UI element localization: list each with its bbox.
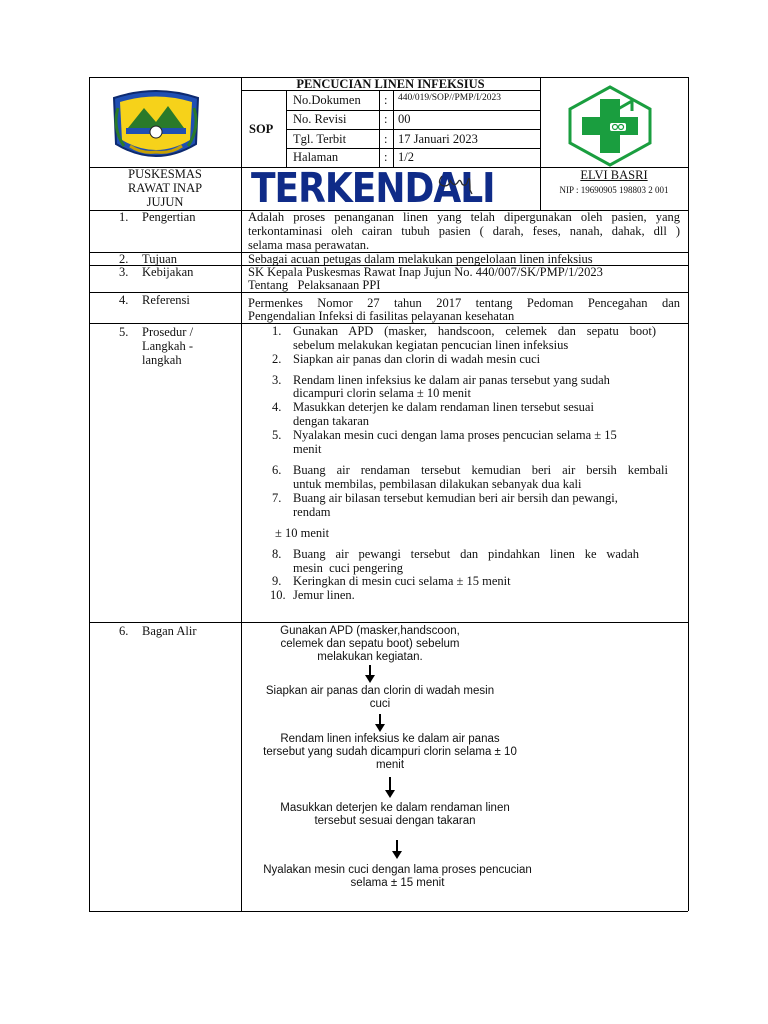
flow-arrow-icon	[396, 840, 398, 857]
meta-value-halaman: 1/2	[398, 150, 414, 164]
flow-arrow-icon	[389, 777, 391, 796]
meta-label-tgl-terbit: Tgl. Terbit	[293, 132, 347, 146]
step-text: dengan takaran	[293, 414, 370, 428]
meta-sep: :	[384, 132, 388, 146]
step-text: rendam	[293, 505, 331, 519]
meta-sep: :	[384, 150, 388, 164]
step-number: 6.	[272, 463, 282, 477]
section-label-kebijakan: Kebijakan	[142, 265, 194, 279]
signer-nip: NIP : 19690905 198803 2 001	[559, 185, 669, 195]
step-text: Siapkan air panas dan clorin di wadah mesin cuci	[293, 352, 541, 366]
puskesmas-cross-icon	[566, 85, 654, 167]
step-text: mesin cuci pengering	[293, 561, 404, 575]
meta-sep: :	[384, 112, 388, 126]
section-label-referensi: Referensi	[142, 293, 190, 307]
pengertian-text: terkontaminasi oleh cairan tubuh pasien ( darah, feses, nanah, dahak, dll )	[248, 224, 680, 238]
step-text: Nyalakan mesin cuci dengan lama proses pencucian selama ± 15	[293, 428, 617, 442]
section-label-tujuan: Tujuan	[142, 252, 177, 266]
step-number: 9.	[272, 574, 282, 588]
kebijakan-text: SK Kepala Puskesmas Rawat Inap Jujun No. 440/007/SK/PMP/1/2023	[248, 265, 603, 279]
step-text: Masukkan deterjen ke dalam rendaman linen tersebut sesuai	[293, 400, 594, 414]
section-label-prosedur: Langkah -	[142, 339, 194, 353]
section-label-prosedur: langkah	[142, 353, 182, 367]
step-text: dicampuri clorin selama ± 10 menit	[293, 386, 471, 400]
flow-step: Rendam linen infeksius ke dalam air panas tersebut yang sudah dicampuri clorin selama ± 10 menit	[263, 733, 517, 771]
flow-step: Masukkan deterjen ke dalam rendaman linen tersebut sesuai dengan takaran	[280, 802, 510, 827]
step-number: 3.	[272, 373, 282, 387]
flow-step: Gunakan APD (masker,handscoon, celemek dan sepatu boot) sebelum melakukan kegiatan.	[280, 625, 460, 663]
regency-emblem-icon	[108, 88, 204, 164]
step-text: Jemur linen.	[293, 588, 355, 602]
step-number: 10.	[270, 588, 286, 602]
section-label-prosedur: Prosedur /	[142, 325, 194, 339]
pengertian-text: Adalah proses penanganan linen yang telah dipergunakan oleh pasien, yang	[248, 210, 680, 224]
section-number: 4.	[119, 293, 129, 307]
section-number: 2.	[119, 252, 129, 266]
sop-label: SOP	[249, 122, 274, 136]
section-number: 5.	[119, 325, 129, 339]
step-number: 8.	[272, 547, 282, 561]
section-label-bagan-alir: Bagan Alir	[142, 624, 197, 638]
flow-step: Siapkan air panas dan clorin di wadah mesin cuci	[265, 685, 495, 710]
section-number: 3.	[119, 265, 129, 279]
flow-arrow-icon	[379, 714, 381, 730]
meta-label-halaman: Halaman	[293, 150, 339, 164]
step-text: Buang air pewangi tersebut dan pindahkan linen ke wadah	[293, 547, 639, 561]
flow-step: Nyalakan mesin cuci dengan lama proses pencucian selama ± 15 menit	[263, 864, 532, 889]
meta-value-tgl-terbit: 17 Januari 2023	[398, 132, 478, 146]
step-text: untuk membilas, pembilasan dilakukan sebanyak dua kali	[293, 477, 582, 491]
step-number: 7.	[272, 491, 282, 505]
step-text: Buang air rendaman tersebut kemudian beri air bersih kembali	[293, 463, 668, 477]
step-text: menit	[293, 442, 322, 456]
referensi-text: Permenkes Nomor 27 tahun 2017 tentang Pedoman Pencegahan dan	[248, 296, 680, 310]
signer-name: ELVI BASRI	[580, 168, 648, 182]
section-number: 6.	[119, 624, 129, 638]
step-text: ± 10 menit	[275, 526, 330, 540]
step-text: Keringkan di mesin cuci selama ± 15 menit	[293, 574, 511, 588]
document-title: PENCUCIAN LINEN INFEKSIUS	[296, 77, 485, 91]
flow-arrow-icon	[369, 665, 371, 681]
step-text: Rendam linen infeksius ke dalam air panas tersebut yang sudah	[293, 373, 610, 387]
step-text: sebelum melakukan kegiatan pencucian linen infeksius	[293, 338, 569, 352]
org-name-line: JUJUN	[146, 195, 184, 209]
step-number: 4.	[272, 400, 282, 414]
meta-value-no-revisi: 00	[398, 112, 411, 126]
step-number: 5.	[272, 428, 282, 442]
signature-icon	[436, 170, 476, 196]
controlled-stamp: TERKENDALI	[251, 165, 495, 213]
step-number: 1.	[272, 324, 282, 338]
meta-label-no-dokumen: No.Dokumen	[293, 93, 361, 107]
pengertian-text: selama masa perawatan.	[248, 238, 370, 252]
tujuan-text: Sebagai acuan petugas dalam melakukan pengelolaan linen infeksius	[248, 252, 593, 266]
step-number: 2.	[272, 352, 282, 366]
kebijakan-text: Tentang Pelaksanaan PPI	[248, 278, 381, 292]
referensi-text: Pengendalian Infeksi di fasilitas pelayanan kesehatan	[248, 309, 515, 323]
org-name-line: PUSKESMAS	[128, 167, 202, 181]
meta-label-no-revisi: No. Revisi	[293, 112, 347, 126]
step-text: Buang air bilasan tersebut kemudian beri air bersih dan pewangi,	[293, 491, 618, 505]
meta-value-no-dokumen: 440/019/SOP//PMP/I/2023	[398, 93, 501, 103]
meta-sep: :	[384, 93, 388, 107]
org-name-line: RAWAT INAP	[127, 181, 203, 195]
section-label-pengertian: Pengertian	[142, 210, 196, 224]
section-number: 1.	[119, 210, 129, 224]
step-text: Gunakan APD (masker, handscoon, celemek dan sepatu boot)	[293, 324, 656, 338]
